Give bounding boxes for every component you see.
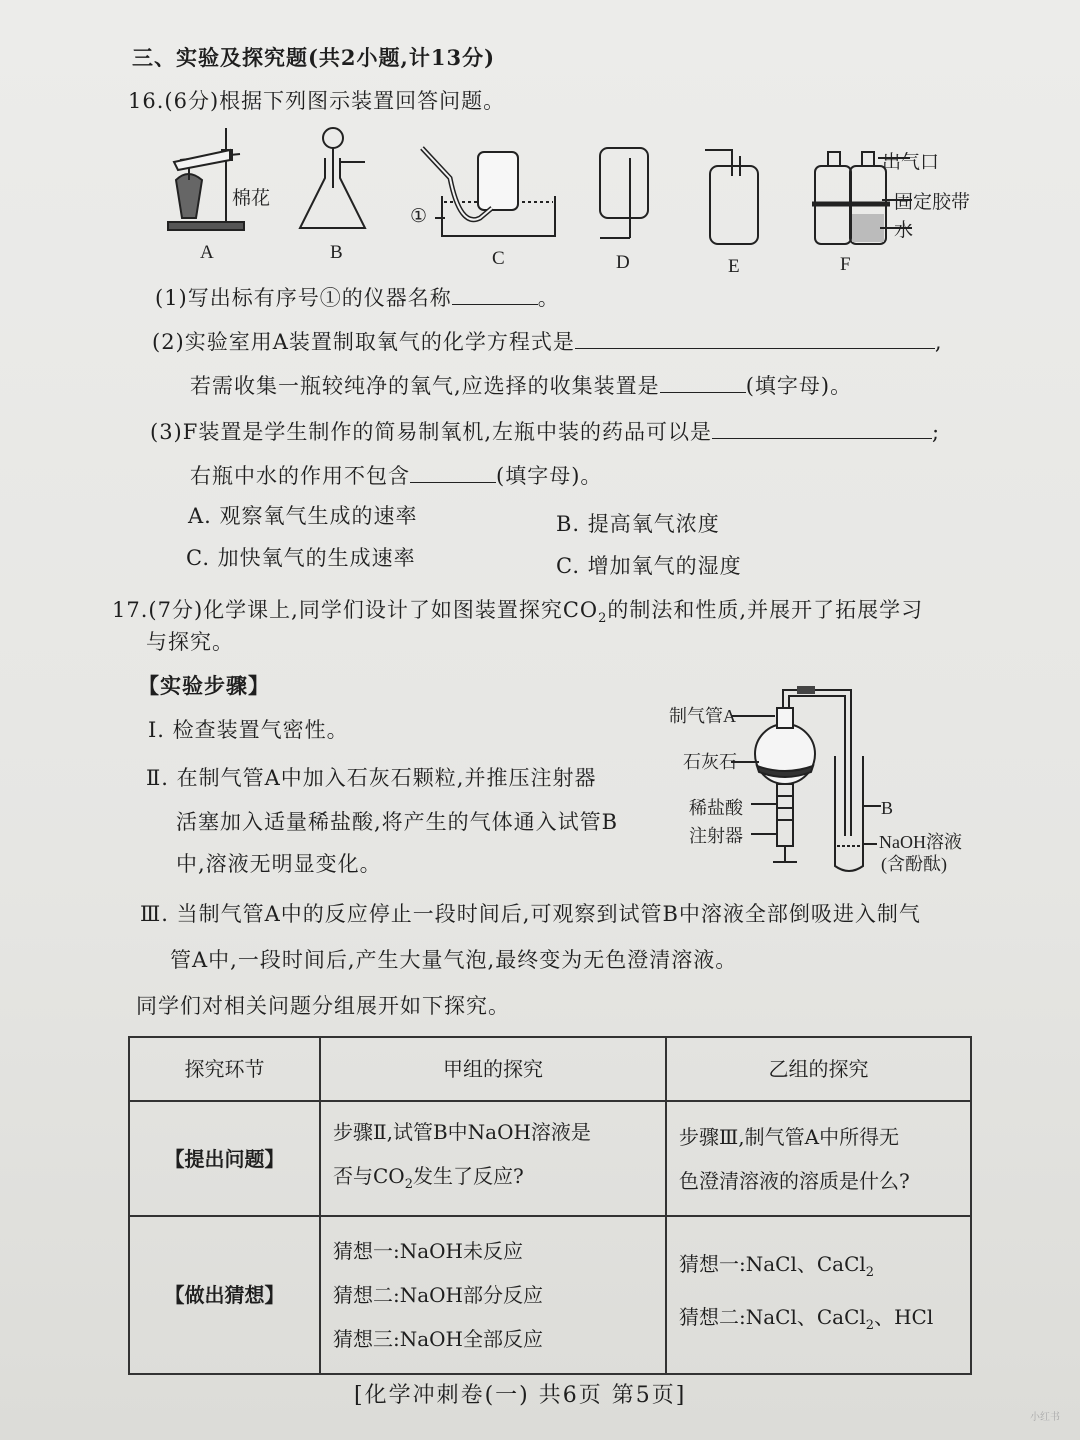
label-tube-a: 制气管A: [669, 706, 736, 726]
answer-blank-4[interactable]: [712, 417, 932, 439]
group-intro: 同学们对相关问题分组展开如下探究。: [136, 994, 510, 1018]
label-a: A: [200, 242, 214, 263]
step-3b: 管A中,一段时间后,产生大量气泡,最终变为无色澄清溶液。: [170, 948, 738, 972]
step-2c: 中,溶液无明显变化。: [176, 852, 382, 876]
label-e: E: [728, 256, 740, 277]
jia-question: 步骤Ⅱ,试管B中NaOH溶液是 否与$CO_2$发生了反应?: [320, 1101, 666, 1216]
step-2a: Ⅱ. 在制气管A中加入石灰石颗粒,并推压注射器: [146, 766, 597, 790]
apparatus-c: [422, 148, 555, 236]
label-limestone: 石灰石: [683, 752, 737, 772]
q17-stem: 17.(7分)化学课上,同学们设计了如图装置探究$CO_2$的制法和性质,并展开了拓展学习: [112, 598, 924, 627]
step-3a: Ⅲ. 当制气管A中的反应停止一段时间后,可观察到试管B中溶液全部倒吸进入制气: [140, 902, 921, 926]
row-hypothesis-label: 【做出猜想】: [129, 1216, 320, 1374]
q16-part3b: 右瓶中水的作用不包含 (填字母)。: [190, 460, 602, 490]
apparatus-d: [600, 148, 648, 238]
answer-blank-5[interactable]: [410, 461, 496, 483]
q16-part1: (1)写出标有序号①的仪器名称 。: [155, 282, 560, 312]
apparatus-figure-q16: [160, 118, 990, 278]
apparatus-a: [168, 128, 244, 230]
page-footer: [化学冲刺卷(一) 共6页 第5页]: [354, 1383, 687, 1408]
label-cotton: 棉花: [232, 188, 271, 209]
apparatus-figure-q17: [665, 676, 985, 876]
label-phenolphthalein: (含酚酞): [881, 854, 947, 874]
label-circle-1: ①: [410, 206, 428, 227]
yi-hypotheses: 猜想一:NaCl、CaCl$_2$ 猜想二:NaCl、CaCl$_2$、HCl: [666, 1216, 971, 1374]
answer-blank-3[interactable]: [660, 371, 746, 393]
header-group-yi: 乙组的探究: [666, 1037, 971, 1101]
header-stage: 探究环节: [129, 1037, 320, 1101]
label-water: 水: [894, 220, 914, 241]
label-d: D: [616, 252, 630, 273]
table-row: [129, 1216, 971, 1374]
row-question-label: 【提出问题】: [129, 1101, 320, 1216]
inquiry-table: [128, 1036, 972, 1375]
step-2b: 活塞加入适量稀盐酸,将产生的气体通入试管B: [176, 810, 619, 834]
option-c1: C. 加快氧气的生成速率: [186, 546, 416, 570]
option-b: B. 提高氧气浓度: [556, 512, 720, 536]
label-naoh: NaOH溶液: [879, 832, 962, 852]
label-hcl: 稀盐酸: [689, 798, 743, 818]
table-header-row: [129, 1037, 971, 1101]
q16-part2a: (2)实验室用A装置制取氧气的化学方程式是 ,: [152, 326, 943, 356]
steps-title: 【实验步骤】: [138, 673, 270, 698]
answer-blank-2[interactable]: [575, 327, 935, 349]
label-b: B: [330, 242, 343, 263]
label-c: C: [492, 248, 505, 269]
jia-hypotheses: 猜想一:NaOH未反应 猜想二:NaOH部分反应 猜想三:NaOH全部反应: [320, 1216, 666, 1374]
section-title: 三、实验及探究题(共2小题,计13分): [132, 45, 496, 70]
header-group-jia: 甲组的探究: [320, 1037, 666, 1101]
yi-question: 步骤Ⅲ,制气管A中所得无 色澄清溶液的溶质是什么?: [666, 1101, 971, 1216]
apparatus-b: [300, 128, 365, 228]
label-tape: 固定胶带: [894, 192, 971, 213]
option-c2: C. 增加氧气的湿度: [556, 554, 742, 578]
apparatus-e: [705, 150, 758, 244]
q16-stem: 16.(6分)根据下列图示装置回答问题。: [128, 89, 506, 113]
option-a: A. 观察氧气生成的速率: [188, 504, 418, 528]
label-f: F: [840, 254, 851, 275]
label-syringe: 注射器: [689, 826, 743, 846]
answer-blank-1[interactable]: [452, 283, 538, 305]
label-outlet: 出气口: [882, 152, 940, 173]
label-tube-b: B: [881, 798, 894, 818]
q16-part2b: 若需收集一瓶较纯净的氧气,应选择的收集装置是 (填字母)。: [190, 370, 852, 400]
q17-stem-cont: 与探究。: [146, 630, 234, 654]
step-1: Ⅰ. 检查装置气密性。: [148, 718, 349, 742]
watermark: 小红书: [1030, 1412, 1060, 1423]
q16-part3a: (3)F装置是学生制作的简易制氧机,左瓶中装的药品可以是 ;: [150, 416, 940, 446]
table-row: [129, 1101, 971, 1216]
